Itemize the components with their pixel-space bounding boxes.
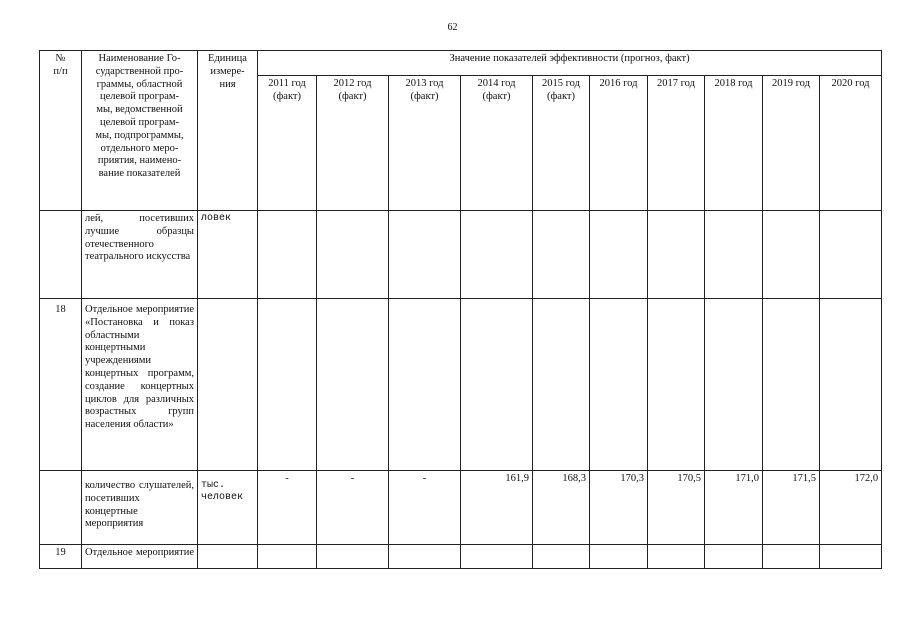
row-value [763,299,820,471]
row-name: лей, посетивших лучшие образцы отечественного театрального искусства [82,211,198,299]
header-year-text: 2019 год [772,78,810,89]
page-number: 62 [447,22,458,33]
header-unit-text: Единица измере- ния [208,53,247,90]
row-value [648,545,705,569]
header-year-text: 2020 год [831,78,870,89]
row-value [258,211,317,299]
header-year [317,76,389,211]
row-value [389,545,461,569]
row-value [705,299,763,471]
row-value: - [317,471,389,545]
row-value [648,211,705,299]
row-value [820,211,882,299]
header-year [763,76,820,211]
table-row [40,545,882,569]
header-values-title [258,51,882,76]
header-year-text: 2013 год (факт) [405,78,444,102]
header-year-text: 2014 год (факт) [477,78,516,102]
row-num: 18 [40,299,82,471]
header-year-text: 2018 год [714,78,753,89]
row-unit: ловек [198,211,258,299]
header-year [590,76,648,211]
row-value: 170,5 [648,471,705,545]
header-year [533,76,590,211]
header-year-text: 2011 год (факт) [268,78,306,102]
row-name: количество слушателей, посетивших концертные мероприятия [82,471,198,545]
row-value [461,545,533,569]
table-row [40,299,882,471]
row-value [590,545,648,569]
row-value [705,211,763,299]
row-value [533,545,590,569]
header-unit [198,51,258,211]
header-values-title-text: Значение показателей эффективности (прогноз, факт) [449,53,690,64]
row-value [820,299,882,471]
row-unit [198,545,258,569]
header-year-text: 2017 год [657,78,695,89]
efficiency-indicators-table [39,50,882,569]
header-name-text: Наименование Го- сударственной про- граммы, областной целевой програм- мы, ведомственной целевой програм- мы, подпрограммы, отдельного меро- приятия, наимено- вание показателей [95,53,184,180]
row-value [317,211,389,299]
row-unit [198,299,258,471]
row-value: 168,3 [533,471,590,545]
row-value [461,299,533,471]
header-year [258,76,317,211]
row-value [461,211,533,299]
row-value [317,299,389,471]
row-value [820,545,882,569]
row-value [648,299,705,471]
row-num [40,471,82,545]
row-value [389,211,461,299]
table-row [40,471,882,545]
row-value [763,211,820,299]
row-value [590,299,648,471]
row-value [389,299,461,471]
row-value: 161,9 [461,471,533,545]
header-name [82,51,198,211]
row-value [763,545,820,569]
row-num [40,211,82,299]
header-year-text: 2016 год [599,78,638,89]
row-value [533,211,590,299]
header-year-text: 2012 год (факт) [333,78,372,102]
table-row [40,211,882,299]
row-value: 170,3 [590,471,648,545]
row-value [533,299,590,471]
row-value [317,545,389,569]
header-year [705,76,763,211]
row-value [590,211,648,299]
row-unit: тыс. человек [198,471,258,545]
header-year [648,76,705,211]
row-value: - [258,471,317,545]
header-year-text: 2015 год (факт) [542,78,580,102]
row-value: 172,0 [820,471,882,545]
row-value [258,545,317,569]
header-num-text: № п/п [53,53,68,77]
header-num [40,51,82,211]
row-value [258,299,317,471]
header-year [820,76,882,211]
row-name: Отдельное мероприятие «Постановка и показ областными концертными учреждениями концертных программ, создание концертных циклов для различных возрастных групп населения области» [82,299,198,471]
row-value: - [389,471,461,545]
row-name: Отдельное мероприятие [82,545,198,569]
header-year [389,76,461,211]
row-value: 171,5 [763,471,820,545]
header-year [461,76,533,211]
row-value [705,545,763,569]
row-num: 19 [40,545,82,569]
row-value: 171,0 [705,471,763,545]
